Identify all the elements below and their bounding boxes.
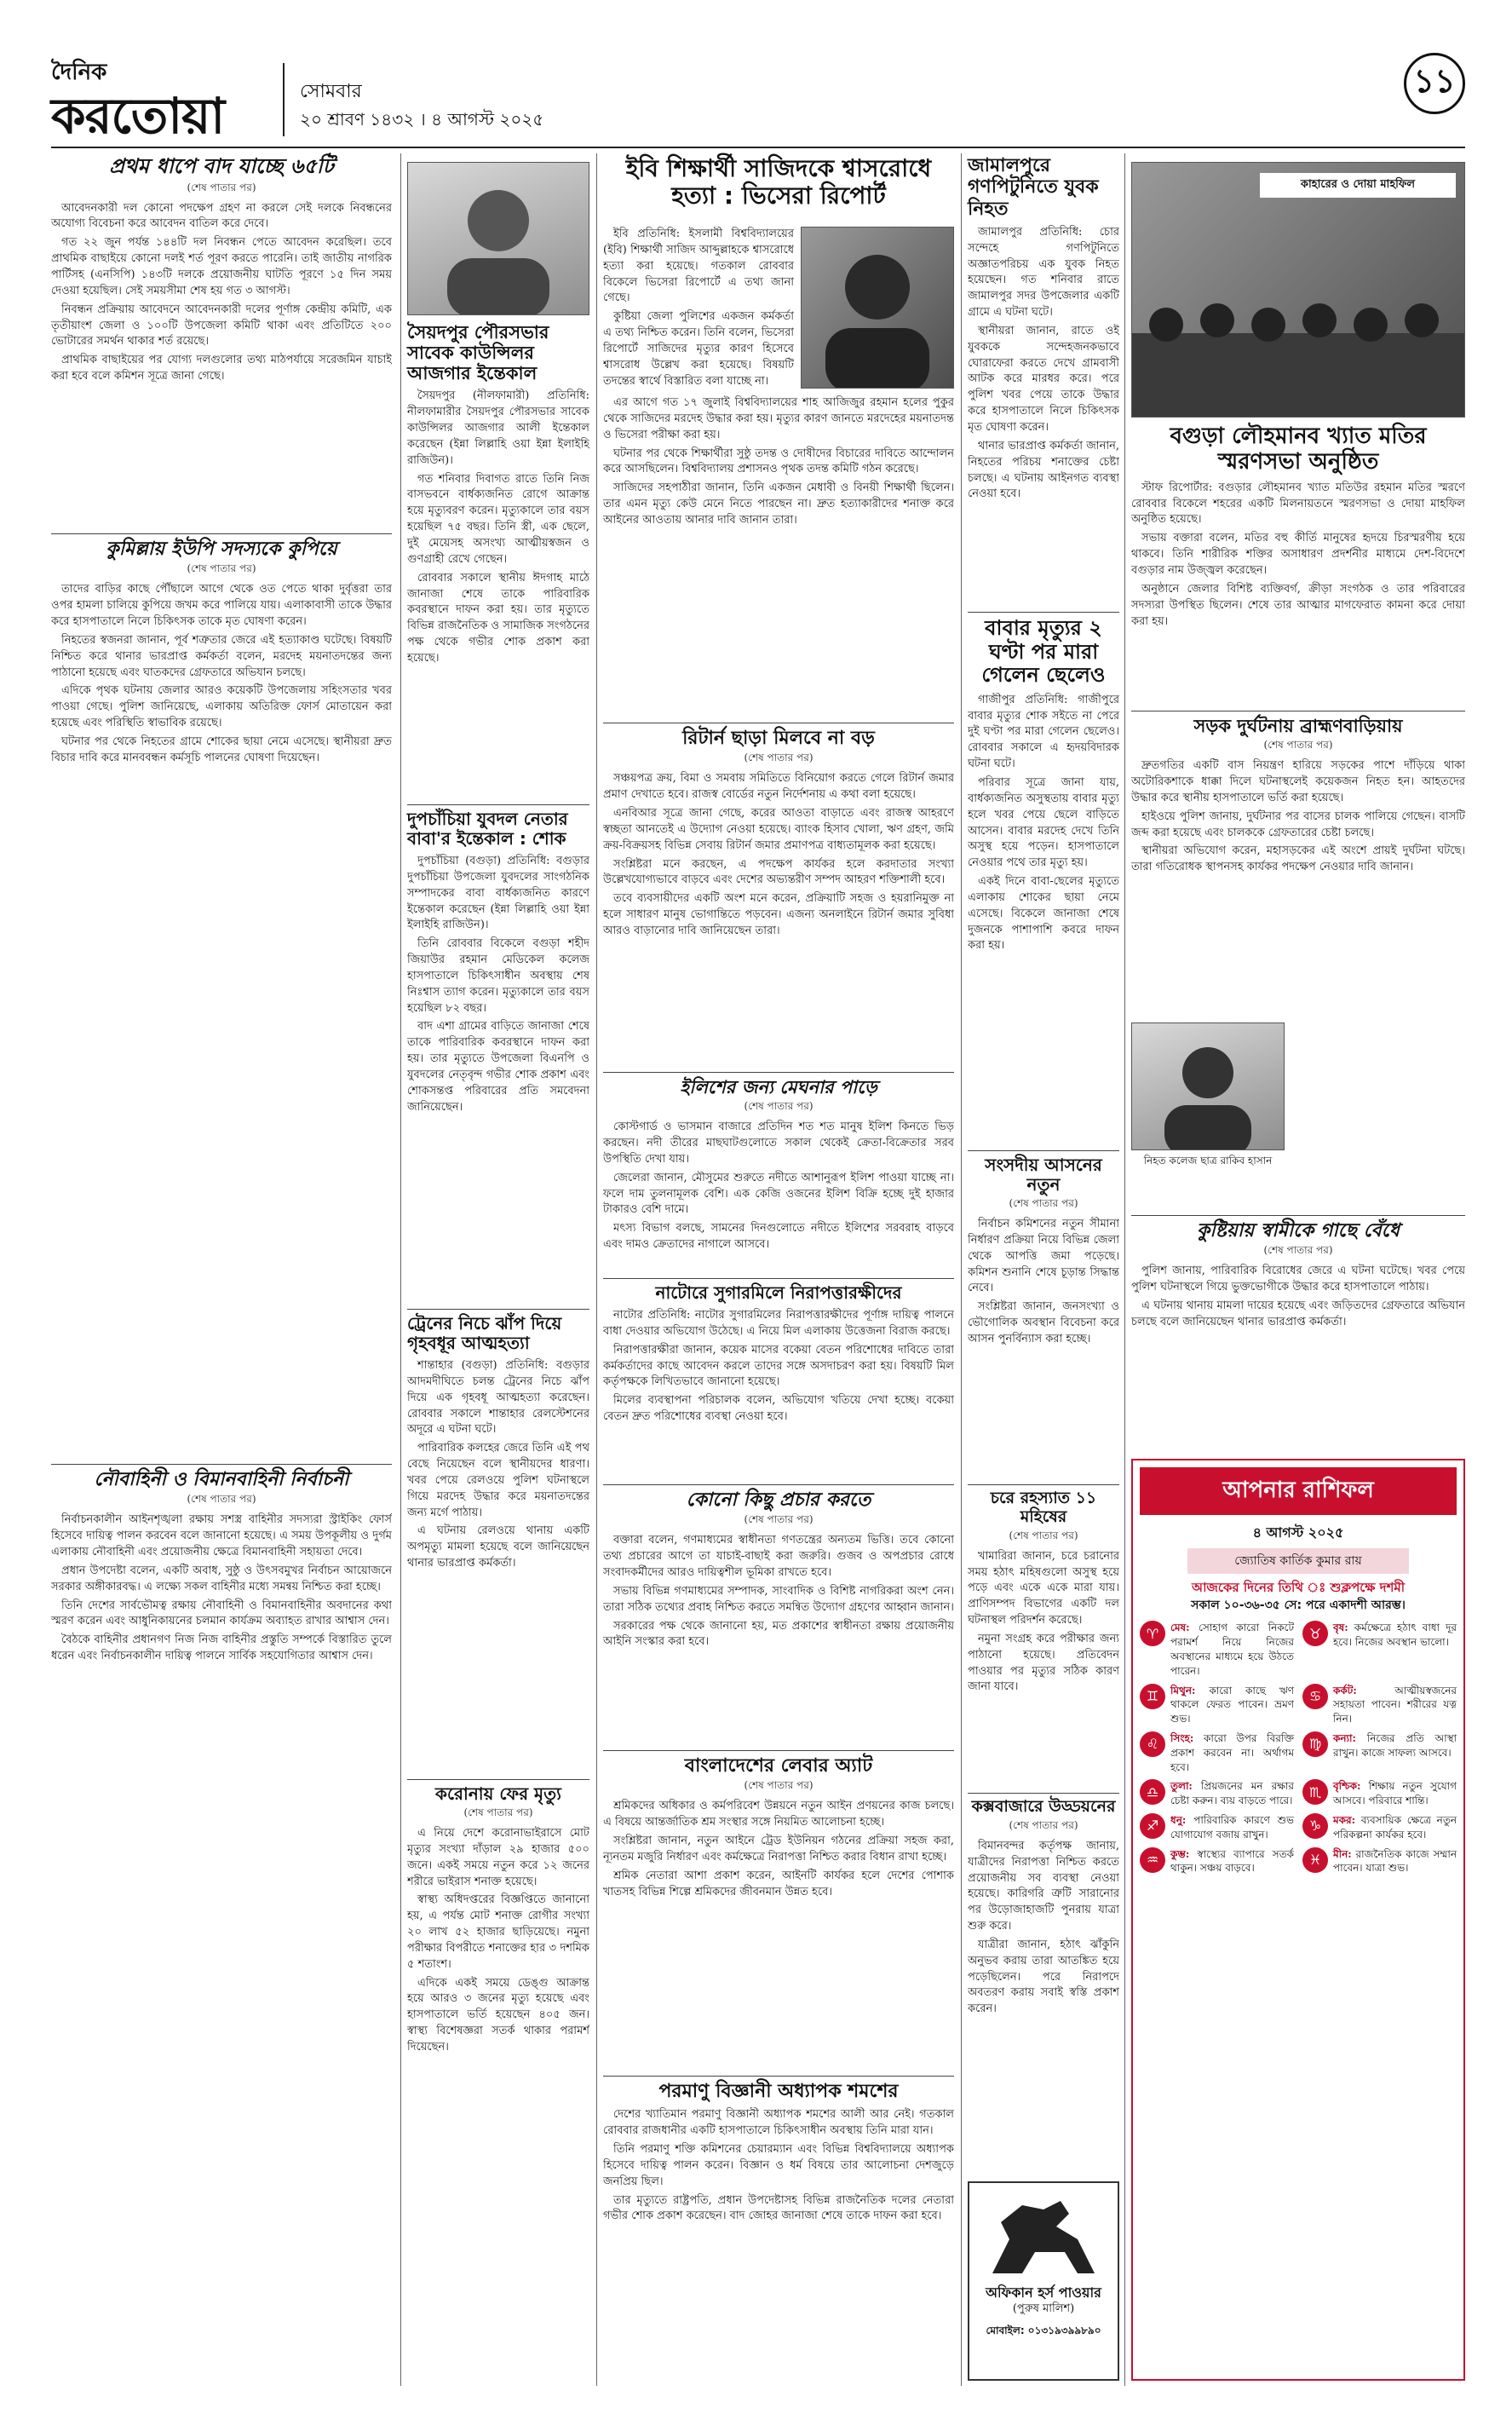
horoscope-item [1302, 1684, 1457, 1726]
horoscope-item [1140, 1813, 1294, 1842]
ad-phone: মোবাইল: ০১৩১৯৩৯৯৮৯০ [986, 2324, 1101, 2337]
zodiac-sign-name: ধনু: [1170, 1813, 1187, 1826]
continued-note: (শেষ পাতার পর) [187, 562, 256, 575]
headline: ট্রেনের নিচে ঝাঁপ দিয়ে গৃহবধূর আত্মহত্যা [407, 1313, 562, 1353]
headline: জামালপুরে গণপিটুনিতে যুবক নিহত [968, 155, 1099, 220]
logo-small: দৈনিক [51, 60, 107, 85]
article-road-accident [1131, 716, 1465, 1210]
horoscope-title: আপনার রাশিফল [1140, 1467, 1457, 1515]
article-separator [51, 533, 392, 534]
zodiac-prediction: প্রিয়জনের মন রক্ষার চেষ্টা করুন। ব্যয় বাড়তে পারে। [1170, 1780, 1294, 1807]
zodiac-sign-icon: ♊ [1140, 1684, 1165, 1709]
issue-day: সোমবার [300, 81, 362, 102]
article-father-son-death [968, 617, 1119, 1145]
horoscope-list [1140, 1621, 1457, 1881]
headline: ইবি শিক্ষার্থী সাজিদকে শ্বাসরোধে হত্যা : ভিসেরা রিপোর্ট [625, 154, 932, 210]
article-body: বক্তারা বলেন, গণমাধ্যমের স্বাধীনতা গণতন্ত্রের অন্যতম ভিত্তি। তবে কোনো তথ্য প্রচারের আগে তা যাচাই-বাছাই করা জরুরি। গুজব ও অপপ্রচার রোধে সংবাদকর্মীদের আরও দায়িত্বশীল ভূমিকা রাখতে হবে। সভায় বিভিন্ন গণমাধ্যমের সম্পাদক, সাংবাদিক ও বিশিষ্ট নাগরিকরা অংশ নেন। তারা সঠিক তথ্যের প্রবাহ নিশ্চিত করতে সমন্বিত উদ্যোগ গ্রহণের আহ্বান জানান। সরকারের পক্ষ থেকে জানানো হয়, মত প্রকাশের স্বাধীনতা রক্ষায় প্রয়োজনীয় আইনি সংস্কার করা হবে। [603, 1534, 954, 1649]
horoscope-item [1140, 1621, 1294, 1678]
article-separator [968, 1150, 1119, 1151]
article-election-parties [51, 155, 392, 530]
photo-caption: নিহত কলেজ ছাত্র রাকিব হাসান [1143, 1155, 1273, 1167]
article-body: আবেদনকারী দল কোনো পদক্ষেপ গ্রহণ না করলে সেই দলকে নিবন্ধনের অযোগ্য বিবেচনা করে আবেদন বাতিল করে দেবে। গত ২২ জুন পর্যন্ত ১৪৪টি দল নিবন্ধন পেতে আবেদন করেছিল। তবে প্রাথমিক বাছাইয়ে কোনো দলই শর্ত পূরণ করতে পারেনি। তাই জাতীয় নাগরিক পার্টিসহ (এনসিপি) ১৪৩টি দলকে প্রয়োজনীয় ঘাটতি পূরণে ১৫ দিন সময় দেওয়া হয়েছিল। সেই সময়সীমা শেষ হয় গত ৩ আগস্ট। নিবন্ধন প্রক্রিয়ায় আবেদনে আবেদনকারী দলের পূর্ণাঙ্গ কেন্দ্রীয় কমিটি, এক তৃতীয়াংশ জেলা ও ১০০টি উপজেলা কমিটি থাকা এবং প্রতিটিতে ২০০ ভোটারের সমর্থন থাকার শর্ত রয়েছে। প্রাথমিক বাছাইয়ের পর যোগ্য দলগুলোর তথ্য মাঠপর্যায়ে সরেজমিন যাচাই করা হবে বলে কমিশন সূত্রে জানা গেছে। [51, 201, 392, 383]
continued-note: (শেষ পাতার পর) [463, 1806, 533, 1818]
continued-note: (শেষ পাতার পর) [187, 181, 256, 193]
zodiac-sign-icon: ♑ [1302, 1813, 1328, 1839]
article-separator [1131, 1215, 1465, 1216]
zodiac-sign-name: মিথুন: [1170, 1684, 1196, 1697]
continued-note: (শেষ পাতার পর) [187, 1493, 256, 1506]
article-body: গাজীপুর প্রতিনিধি: গাজীপুরে বাবার মৃত্যুর শোক সইতে না পেরে দুই ঘণ্টা পর মারা গেলেন ছেলেও। রোববার সকালে এ হৃদয়বিদারক ঘটনা ঘটে। পরিবার সূত্রে জানা যায়, বার্ধক্যজনিত অসুস্থতায় বাবার মৃত্যু হলে খবর পেয়ে ছেলে বাড়িতে আসেন। বাবার মরদেহ দেখে তিনি অসুস্থ হয়ে পড়েন। হাসপাতালে নেওয়ার পথে তার মৃত্যু হয়। একই দিনে বাবা-ছেলের মৃত্যুতে এলাকায় শোকের ছায়া নেমে এসেছে। বিকেলে জানাজা শেষে দুজনকে পাশাপাশি কবরে দাফন করা হয়। [968, 693, 1119, 953]
article-coxsbazar-flight [968, 1798, 1119, 2173]
headline: নাটোরে সুগারমিলে নিরাপত্তারক্ষীদের [655, 1282, 902, 1303]
horoscope-box [1131, 1459, 1465, 2381]
headline: কুমিল্লায় ইউপি সদস্যকে কুপিয়ে [106, 539, 337, 560]
zodiac-sign-icon: ♒ [1140, 1847, 1165, 1873]
tithi-title: আজকের দিনের তিথি ঃ শুক্লপক্ষে দশমী [1191, 1580, 1406, 1595]
zodiac-sign-name: সিংহ: [1170, 1731, 1194, 1744]
horoscope-item [1140, 1779, 1294, 1808]
headline: বাবার মৃত্যুর ২ ঘণ্টা পর মারা গেলেন ছেলেও [981, 616, 1106, 688]
article-buffalo-death [968, 1489, 1119, 1788]
student-photo [801, 227, 954, 389]
zodiac-sign-icon: ♍ [1302, 1731, 1328, 1757]
headline: করোনায় ফের মৃত্যু [435, 1783, 561, 1804]
person-silhouette-icon [408, 163, 589, 314]
zodiac-sign-icon: ♈ [1140, 1621, 1165, 1646]
article-body: দেশের খ্যাতিমান পরমাণু বিজ্ঞানী অধ্যাপক শমশের আলী আর নেই। গতকাল রোববার রাজধানীর একটি হাসপাতালে চিকিৎসাধীন অবস্থায় তিনি মারা যান। তিনি পরমাণু শক্তি কমিশনের চেয়ারম্যান এবং বিভিন্ন বিশ্ববিদ্যালয়ে অধ্যাপক হিসেবে দায়িত্ব পালন করেন। বিজ্ঞান ও ধর্ম বিষয়ে তার আলোচনা দেশজুড়ে জনপ্রিয় ছিল। তার মৃত্যুতে রাষ্ট্রপতি, প্রধান উপদেষ্টাসহ বিভিন্ন রাজনৈতিক দলের নেতারা গভীর শোক প্রকাশ করেছেন। বাদ জোহর জানাজা শেষে তাকে দাফন করা হবে। [603, 2108, 954, 2223]
article-separator [407, 1779, 589, 1780]
headline: ইলিশের জন্য মেঘনার পাড়ে [680, 1077, 877, 1097]
article-body: স্টাফ রিপোর্টার: বগুড়ার লৌহমানব খ্যাত মতিউর রহমান মতির স্মরণে রোববার বিকেলে শহরের একটি মিলনায়তনে স্মরণসভা ও দোয়া মাহফিল অনুষ্ঠিত হয়েছে। সভায় বক্তারা বলেন, মতির বহু কীর্তি মানুষের হৃদয়ে চিরস্মরণীয় হয়ে থাকবে। তিনি শারীরিক শক্তির অসাধারণ প্রদর্শনীর মাধ্যমে দেশ-বিদেশে বগুড়ার নাম উজ্জ্বল করেছেন। অনুষ্ঠানে জেলার বিশিষ্ট ব্যক্তিবর্গ, ক্রীড়া সংগঠক ও তার পরিবারের সদস্যরা উপস্থিত ছিলেন। শেষে তার আত্মার মাগফেরাত কামনা করে দোয়া করা হয়। [1131, 481, 1465, 628]
ad-title: অফিকান হর্স পাওয়ার [986, 2284, 1101, 2301]
zodiac-sign-name: তুলা: [1170, 1780, 1193, 1793]
zodiac-prediction: ব্যবসায়িক ক্ষেত্রে নতুন পরিকল্পনা কার্যকর হবে। [1333, 1813, 1457, 1841]
article-corona-death [407, 1784, 589, 2381]
article-body: নাটোর প্রতিনিধি: নাটোর সুগারমিলের নিরাপত্তারক্ষীদের পূর্ণাঙ্গ দায়িত্ব পালনে বাধা দেওয়ার অভিযোগ উঠেছে। এ নিয়ে মিল এলাকায় উত্তেজনা বিরাজ করছে। নিরাপত্তারক্ষীরা জানান, কয়েক মাসের বকেয়া বেতন পরিশোধের দাবিতে তারা কর্মকর্তাদের কাছে আবেদন করলে তাদের সঙ্গে অসদাচরণ করা হয়। বিষয়টি মিল কর্তৃপক্ষকে লিখিতভাবে জানানো হয়েছে। মিলের ব্যবস্থাপনা পরিচালক বলেন, অভিযোগ খতিয়ে দেখা হচ্ছে। বকেয়া বেতন দ্রুত পরিশোধের ব্যবস্থা নেওয়া হবে। [603, 1309, 954, 1424]
headline: সংসদীয় আসনের নতুন [985, 1155, 1102, 1195]
article-body-continued: এর আগে গত ১৭ জুলাই বিশ্ববিদ্যালয়ের শাহ আজিজুর রহমান হলের পুকুর থেকে সাজিদের মরদেহ উদ্ধার করা হয়। মৃত্যুর কারণ জানতে মরদেহের ময়নাতদন্ত ও ভিসেরা পরীক্ষা করা হয়। ঘটনার পর থেকে শিক্ষার্থীরা সুষ্ঠু তদন্ত ও দোষীদের বিচারের দাবিতে আন্দোলন করে আসছিলেন। বিশ্ববিদ্যালয় প্রশাসনও পৃথক তদন্ত কমিটি গঠন করেছে। সাজিদের সহপাঠীরা জানান, তিনি একজন মেধাবী ও বিনয়ী শিক্ষার্থী ছিলেন। তার এমন মৃত্যু কেউ মেনে নিতে পারছেন না। দ্রুত হত্যাকারীদের শনাক্ত করে আইনের আওতায় আনার দাবি জানান তারা। [603, 396, 954, 527]
zodiac-sign-name: কন্যা: [1333, 1731, 1356, 1744]
article-separator [603, 1750, 954, 1751]
article-hilsa-meghna [603, 1077, 954, 1273]
continued-note: (শেষ পাতার পর) [744, 752, 813, 764]
zodiac-prediction: রাজনৈতিক কাজে সম্মান পাবেন। যাত্রা শুভ। [1333, 1847, 1457, 1875]
article-separator [407, 1309, 589, 1310]
horoscope-item [1140, 1731, 1294, 1774]
zodiac-sign-icon: ♓ [1302, 1847, 1328, 1873]
headline: বগুড়া লৌহমানব খ্যাত মতির স্মরণসভা অনুষ্ঠিত [1170, 423, 1427, 475]
victim-photo [1131, 1023, 1285, 1150]
continued-note: (শেষ পাতার পর) [744, 1100, 813, 1113]
article-separator [603, 1072, 954, 1073]
headline: প্রথম ধাপে বাদ যাচ্ছে ৬৫টি [109, 154, 334, 178]
article-train-suicide [407, 1314, 589, 1774]
person-silhouette-icon [1132, 1023, 1284, 1149]
article-body: পুলিশ জানায়, পারিবারিক বিরোধের জেরে এ ঘটনা ঘটেছে। খবর পেয়ে পুলিশ ঘটনাস্থলে গিয়ে ভুক্তভোগীকে উদ্ধার করে হাসপাতালে পাঠায়। এ ঘটনায় থানায় মামলা দায়ের হয়েছে এবং জড়িতদের গ্রেফতারে অভিযান চলছে বলে জানিয়েছেন থানার ভারপ্রাপ্ত কর্মকর্তা। [1131, 1264, 1465, 1328]
zodiac-sign-icon: ♐ [1140, 1813, 1165, 1839]
article-separator [603, 1278, 954, 1279]
article-body: নির্বাচন কমিশনের নতুন সীমানা নির্ধারণ প্রক্রিয়া নিয়ে বিভিন্ন জেলা থেকে আপত্তি জমা পড়েছে। কমিশন শুনানি শেষে চূড়ান্ত সিদ্ধান্ত নেবে। সংশ্লিষ্টরা জানান, জনসংখ্যা ও ভৌগোলিক অবস্থান বিবেচনা করে আসন পুনর্বিন্যাস করা হচ্ছে। [968, 1218, 1119, 1345]
zodiac-prediction: কারো কাছে ঋণ থাকলে ফেরত পাবেন। ভ্রমণ শুভ। [1170, 1684, 1294, 1725]
headline: পরমাণু বিজ্ঞানী অধ্যাপক শমশের [658, 2081, 899, 2102]
headline: কক্সবাজারে উড্ডয়নের [971, 1797, 1116, 1816]
article-separator [968, 1484, 1119, 1485]
logo-main: করতোয়া [51, 87, 225, 145]
horoscope-item [1302, 1813, 1457, 1842]
article-bogura-moti [1131, 424, 1465, 706]
article-labour-act [603, 1755, 954, 2071]
article-nuclear-scientist [603, 2081, 954, 2381]
person-silhouette-icon [802, 228, 953, 388]
horoscope-item [1302, 1731, 1457, 1774]
masthead-divider [283, 63, 285, 136]
headline: চরে রহস্যাত ১১ মহিষের [990, 1489, 1097, 1526]
article-body: বিমানবন্দর কর্তৃপক্ষ জানায়, যাত্রীদের নিরাপত্তা নিশ্চিত করতে প্রয়োজনীয় সব ব্যবস্থা নেওয়া হয়েছে। কারিগরি ত্রুটি সারানোর পর উড়োজাহাজটি পুনরায় যাত্রা শুরু করে। যাত্রীরা জানান, হঠাৎ ঝাঁকুনি অনুভব করায় তারা আতঙ্কিত হয়ে পড়েছিলেন। পরে নিরাপদে অবতরণ করায় সবাই স্বস্তি প্রকাশ করেন। [968, 1839, 1119, 2016]
advertisement-box [968, 2181, 1119, 2381]
article-comilla-up-member [51, 539, 392, 1459]
zodiac-sign-icon: ♌ [1140, 1731, 1165, 1757]
article-tax-return [603, 728, 954, 1069]
horoscope-item [1140, 1847, 1294, 1876]
headline: বাংলাদেশের লেবার অ্যাট [684, 1755, 873, 1777]
article-separator [603, 1484, 954, 1485]
masthead-rule [51, 147, 1465, 148]
article-body: খামারিরা জানান, চরে চরানোর সময় হঠাৎ মহিষগুলো অসুস্থ হয়ে পড়ে এবং একে একে মারা যায়। প্রাণিসম্পদ বিভাগের একটি দল ঘটনাস্থল পরিদর্শন করেছে। নমুনা সংগ্রহ করে পরীক্ষার জন্য পাঠানো হয়েছে। প্রতিবেদন পাওয়ার পর মৃত্যুর সঠিক কারণ জানা যাবে। [968, 1549, 1119, 1694]
tithi-time: সকাল ১০-৩৬-৩৫ সে: পরে একাদশী আরম্ভ। [1191, 1599, 1406, 1613]
continued-note: (শেষ পাতার পর) [1009, 1818, 1078, 1831]
column-divider [596, 153, 597, 2386]
issue-date: ২০ শ্রাবণ ১৪৩২ । ৪ আগস্ট ২০২৫ [300, 109, 544, 130]
article-body: ইবি প্রতিনিধি: ইসলামী বিশ্ববিদ্যালয়ের (ইবি) শিক্ষার্থী সাজিদ আব্দুল্লাহকে শ্বাসরোধে হত্যা করা হয়েছে। গতকাল রোববার বিকেলে ভিসেরা রিপোর্টে এ তথ্য জানা গেছে। কুষ্টিয়া জেলা পুলিশের একজন কর্মকর্তা এ তথ্য নিশ্চিত করেন। তিনি বলেন, ভিসেরা রিপোর্টে সাজিদের মৃত্যুর কারণ হিসেবে শ্বাসরোধ উল্লেখ করা হয়েছে। বিষয়টি তদন্তের স্বার্থে বিস্তারিত বলা যাচ্ছে না। [603, 228, 794, 388]
zodiac-sign-name: মেষ: [1170, 1622, 1190, 1634]
zodiac-sign-icon: ♏ [1302, 1779, 1328, 1805]
article-navy-airforce [51, 1469, 392, 2381]
zodiac-prediction: আত্মীয়স্বজনের সহায়তা পাবেন। শরীরের যত্ন নিন। [1333, 1684, 1457, 1725]
headline: সৈয়দপুর পৌরসভার সাবেক কাউন্সিলর আজগার ইন্তেকাল [407, 322, 549, 384]
zodiac-prediction: কর্মক্ষেত্রে হঠাৎ বাধা দূর হবে। নিজের অবস্থান ভালো। [1333, 1622, 1457, 1649]
zodiac-prediction: শিক্ষায় নতুন সুযোগ আসবে। পরিবারে শান্তি। [1333, 1780, 1457, 1807]
article-body: শান্তাহার (বগুড়া) প্রতিনিধি: বগুড়ার আদমদীঘিতে চলন্ত ট্রেনের নিচে ঝাঁপ দিয়ে এক গৃহবধূ আত্মহত্যা করেছেন। রোববার সকালে শান্তাহার রেলস্টেশনের অদূরে এ ঘটনা ঘটে। পারিবারিক কলহের জেরে তিনি এই পথ বেছে নিয়েছেন বলে স্থানীয়দের ধারণা। খবর পেয়ে রেলওয়ে পুলিশ ঘটনাস্থলে গিয়ে মরদেহ উদ্ধার করে ময়নাতদন্তের জন্য মর্গে পাঠায়। এ ঘটনায় রেলওয়ে থানায় একটি অপমৃত্যু মামলা হয়েছে বলে জানিয়েছেন থানার ভারপ্রাপ্ত কর্মকর্তা। [407, 1359, 589, 1570]
continued-note: (শেষ পাতার পর) [1263, 739, 1333, 752]
zodiac-prediction: স্বাস্থ্যের ব্যাপারে সতর্ক থাকুন। সঞ্চয় বাড়বে। [1170, 1847, 1294, 1875]
article-body: শ্রমিকদের অধিকার ও কর্মপরিবেশ উন্নয়নে নতুন আইন প্রণয়নের কাজ চলছে। এ বিষয়ে আন্তর্জাতিক শ্রম সংস্থার সঙ্গে নিয়মিত আলোচনা হচ্ছে। সংশ্লিষ্টরা জানান, নতুন আইনে ট্রেড ইউনিয়ন গঠনের প্রক্রিয়া সহজ করা, ন্যূনতম মজুরি নির্ধারণ এবং কর্মক্ষেত্রে নিরাপত্তা নিশ্চিত করার বিধান রাখা হচ্ছে। শ্রমিক নেতারা আশা প্রকাশ করেন, আইনটি কার্যকর হলে দেশের পোশাক খাতসহ বিভিন্ন শিল্পে শ্রমিকদের জীবনমান উন্নত হবে। [603, 1800, 954, 1898]
continued-note: (শেষ পাতার পর) [744, 1779, 813, 1792]
article-body: সঞ্চয়পত্র ক্রয়, বিমা ও সমবায় সমিতিতে বিনিয়োগ করতে গেলে রিটার্ন জমার প্রমাণ দেখাতে হবে। রাজস্ব বোর্ডের নতুন নির্দেশনায় এ কথা বলা হয়েছে। এনবিআর সূত্রে জানা গেছে, করের আওতা বাড়াতে এবং রাজস্ব আহরণে স্বচ্ছতা আনতেই এ উদ্যোগ নেওয়া হয়েছে। ব্যাংক হিসাব খোলা, ঋণ গ্রহণ, জমি ক্রয়-বিক্রয়সহ বিভিন্ন সেবায় রিটার্ন জমার প্রমাণপত্র বাধ্যতামূলক করা হয়েছে। সংশ্লিষ্টরা মনে করছেন, এ পদক্ষেপ কার্যকর হলে করদাতার সংখ্যা উল্লেখযোগ্যভাবে বাড়বে এবং দেশের অভ্যন্তরীণ সম্পদ আহরণ শক্তিশালী হবে। তবে ব্যবসায়ীদের একটি অংশ মনে করেন, প্রক্রিয়াটি সহজ ও হয়রানিমুক্ত না হলে সাধারণ মানুষ ভোগান্তিতে পড়বেন। এজন্য অনলাইনে রিটার্ন জমার সুবিধা আরও বাড়ানোর দাবি জানিয়েছেন তারা। [603, 772, 954, 937]
headline: কুষ্টিয়ায় স্বামীকে গাছে বেঁধে [1197, 1220, 1400, 1241]
zodiac-sign-name: মকর: [1333, 1813, 1356, 1826]
article-saidpur-obituary [407, 322, 589, 799]
article-body: দুপচাঁচিয়া (বগুড়া) প্রতিনিধি: বগুড়ার দুপচাঁচিয়া উপজেলা যুবদলের সাংগঠনিক সম্পাদকের বাবা বার্ধক্যজনিত কারণে ইন্তেকাল করেছেন (ইন্না লিল্লাহি ওয়া ইন্না ইলাইহি রাজিউন)। তিনি রোববার বিকেলে বগুড়া শহীদ জিয়াউর রহমান মেডিকেল কলেজ হাসপাতালে চিকিৎসাধীন অবস্থায় শেষ নিঃশ্বাস ত্যাগ করেন। মৃত্যুকালে তার বয়স হয়েছিল ৮২ বছর। বাদ এশা গ্রামের বাড়িতে জানাজা শেষে তাকে পারিবারিক কবরস্থানে দাফন করা হয়। তার মৃত্যুতে উপজেলা বিএনপি ও যুবদলের নেতৃবৃন্দ গভীর শোক প্রকাশ এবং শোকসন্তপ্ত পরিবারের প্রতি সমবেদনা জানিয়েছেন। [407, 855, 589, 1114]
article-separator [51, 1464, 392, 1465]
article-parliament-seats [968, 1155, 1119, 1479]
ad-subtitle: (পুরুষ মালিশ) [1012, 2302, 1075, 2316]
column-divider [1124, 153, 1125, 2386]
zodiac-sign-name: কুম্ভ: [1170, 1847, 1190, 1860]
zodiac-prediction: নিজের প্রতি আস্থা রাখুন। কাজে সাফল্য আসবে। [1333, 1731, 1457, 1759]
article-media-publish [603, 1489, 954, 1745]
headline: সড়ক দুর্ঘটনায় ব্রাহ্মণবাড়িয়ায় [1193, 716, 1403, 736]
continued-note: (শেষ পাতার পর) [1263, 1244, 1333, 1257]
zodiac-sign-icon: ♎ [1140, 1779, 1165, 1805]
event-photo [1131, 162, 1465, 418]
zodiac-sign-name: কর্কট: [1333, 1684, 1357, 1697]
article-dupchanchia-obituary [407, 809, 589, 1304]
continued-note: (শেষ পাতার পর) [744, 1513, 813, 1526]
article-body: কোস্টগার্ড ও ভাসমান বাজারে প্রতিদিন শত শত মানুষ ইলিশ কিনতে ভিড় করছেন। নদী তীরের মাছঘাটগুলোতে সকাল থেকেই ক্রেতা-বিক্রেতার সরব উপস্থিতি দেখা যায়। জেলেরা জানান, মৌসুমের শুরুতে নদীতে আশানুরূপ ইলিশ পাওয়া যাচ্ছে না। ফলে দাম তুলনামূলক বেশি। এক কেজি ওজনের ইলিশ বিক্রি হচ্ছে দুই হাজার টাকারও বেশি দামে। মৎস্য বিভাগ বলছে, সামনের দিনগুলোতে নদীতে ইলিশের সরবরাহ বাড়বে এবং দামও ক্রেতাদের নাগালে আসবে। [603, 1120, 954, 1252]
article-separator [968, 612, 1119, 613]
crowd-illustration [1132, 163, 1465, 418]
zodiac-prediction: সোহাগ কারো নিকটে পরামর্শ নিয়ে নিজের অবস্থানের মাধ্যমে হয়ে উঠতে পারেন। [1170, 1622, 1294, 1677]
headline: নৌবাহিনী ও বিমানবাহিনী নির্বাচনী [94, 1469, 349, 1490]
article-separator [603, 2076, 954, 2077]
zodiac-sign-name: বৃশ্চিক: [1333, 1780, 1361, 1793]
article-jamalpur-mob [968, 155, 1119, 607]
horse-icon [975, 2188, 1112, 2282]
event-banner: কাহারের ও দোয়া মাহফিল [1260, 173, 1456, 198]
horoscope-author: জ্যোতিষ কার্তিক কুমার রায় [1187, 1548, 1409, 1574]
article-body: দ্রুতগতির একটি বাস নিয়ন্ত্রণ হারিয়ে সড়কের পাশে দাঁড়িয়ে থাকা অটোরিকশাকে ধাক্কা দিলে ঘটনাস্থলেই কয়েকজন নিহত হন। আহতদের উদ্ধার করে স্থানীয় হাসপাতালে ভর্তি করা হয়েছে। হাইওয়ে পুলিশ জানায়, দুর্ঘটনার পর বাসের চালক পালিয়ে গেছেন। বাসটি জব্দ করা হয়েছে এবং চালককে গ্রেফতারের চেষ্টা চলছে। স্থানীয়রা অভিযোগ করেন, মহাসড়কের এই অংশে প্রায়ই দুর্ঘটনা ঘটছে। তারা গতিরোধক স্থাপনসহ কার্যকর পদক্ষেপ নেওয়ার দাবি জানান। [1131, 759, 1465, 874]
zodiac-sign-icon: ♋ [1302, 1684, 1328, 1709]
horoscope-item [1302, 1621, 1457, 1678]
article-body: এ নিয়ে দেশে করোনাভাইরাসে মোট মৃত্যুর সংখ্যা দাঁড়াল ২৯ হাজার ৫০০ জনে। একই সময়ে নতুন করে ১২ জনের শরীরে ভাইরাস শনাক্ত হয়েছে। স্বাস্থ্য অধিদপ্তরের বিজ্ঞপ্তিতে জানানো হয়, এ পর্যন্ত মোট শনাক্ত রোগীর সংখ্যা ২০ লাখ ৫২ হাজার ছাড়িয়েছে। নমুনা পরীক্ষার বিপরীতে শনাক্তের হার ৩ দশমিক ৫ শতাংশ। এদিকে একই সময়ে ডেঙ্গু আক্রান্ত হয়ে আরও ৩ জনের মৃত্যু হয়েছে এবং হাসপাতালে ভর্তি হয়েছেন ৪০৫ জন। স্বাস্থ্য বিশেষজ্ঞরা সতর্ক থাকার পরামর্শ দিয়েছেন। [407, 1827, 589, 2054]
zodiac-prediction: পারিবারিক কারণে শুভ যোগাযোগ বজায় রাখুন। [1170, 1813, 1294, 1841]
horoscope-item [1302, 1779, 1457, 1808]
article-separator [968, 1793, 1119, 1794]
article-ib-student [603, 155, 954, 717]
column-divider [400, 153, 401, 2386]
continued-note: (শেষ পাতার পর) [1009, 1197, 1078, 1209]
column-divider [961, 153, 962, 2386]
portrait-photo [407, 162, 589, 315]
article-body: তাদের বাড়ির কাছে পৌঁছালে আগে থেকে ওত পেতে থাকা দুর্বৃত্তরা তার ওপর হামলা চালিয়ে কুপিয়ে জখম করে পালিয়ে যায়। এলাকাবাসী তাকে উদ্ধার করে হাসপাতালে নিলে চিকিৎসক তাকে মৃত ঘোষণা করেন। নিহতের স্বজনরা জানান, পূর্ব শত্রুতার জেরে এই হত্যাকাণ্ড ঘটেছে। বিষয়টি নিশ্চিত করে থানার ভারপ্রাপ্ত কর্মকর্তা বলেন, মরদেহ ময়নাতদন্তের জন্য পাঠানো হয়েছে এবং ঘাতকদের গ্রেফতারে অভিযান চলছে। এদিকে পৃথক ঘটনায় জেলার আরও কয়েকটি উপজেলায় সহিংসতার খবর পাওয়া গেছে। পুলিশ জানিয়েছে, এলাকায় অতিরিক্ত ফোর্স মোতায়েন করা হয়েছে এবং পরিস্থিতি স্বাভাবিক রয়েছে। ঘটনার পর থেকে নিহতের গ্রামে শোকের ছায়া নেমে এসেছে। স্থানীয়রা দ্রুত বিচার দাবি করে মানববন্ধন কর্মসূচি পালনের ঘোষণা দিয়েছেন। [51, 583, 392, 764]
article-kushtia-husband [1131, 1220, 1465, 1450]
article-natore-sugarmill [603, 1283, 954, 1479]
article-body: জামালপুর প্রতিনিধি: চোর সন্দেহে গণপিটুনিতে অজ্ঞাতপরিচয় এক যুবক নিহত হয়েছেন। গত শনিবার রাতে জামালপুর সদর উপজেলার একটি গ্রামে এ ঘটনা ঘটে। স্থানীয়রা জানান, রাতে ওই যুবককে সন্দেহজনকভাবে ঘোরাফেরা করতে দেখে গ্রামবাসী আটক করে মারধর করে। পরে পুলিশ খবর পেয়ে তাকে উদ্ধার করে হাসপাতালে নিলে চিকিৎসক মৃত ঘোষণা করেন। থানার ভারপ্রাপ্ত কর্মকর্তা জানান, নিহতের পরিচয় শনাক্তের চেষ্টা চলছে। এ ঘটনায় আইনগত ব্যবস্থা নেওয়া হবে। [968, 225, 1119, 501]
zodiac-sign-name: বৃষ: [1333, 1622, 1348, 1634]
zodiac-sign-name: মীন: [1333, 1847, 1352, 1860]
horoscope-item [1140, 1684, 1294, 1726]
horoscope-date: ৪ আগস্ট ২০২৫ [1252, 1524, 1344, 1541]
article-body: সৈয়দপুর (নীলফামারী) প্রতিনিধি: নীলফামারীর সৈয়দপুর পৌরসভার সাবেক কাউন্সিলর আজগার আলী ইন্তেকাল করেছেন (ইন্না লিল্লাহি ওয়া ইন্না ইলাইহি রাজিউন)। গত শনিবার দিবাগত রাতে তিনি নিজ বাসভবনে বার্ধক্যজনিত রোগে আক্রান্ত হয়ে মৃত্যুবরণ করেন। মৃত্যুকালে তার বয়স হয়েছিল ৭৫ বছর। তিনি স্ত্রী, এক ছেলে, দুই মেয়েসহ অসংখ্য আত্মীয়স্বজন ও গুণগ্রাহী রেখে গেছেন। রোববার সকালে স্থানীয় ঈদগাহ মাঠে জানাজা শেষে তাকে পারিবারিক কবরস্থানে দাফন করা হয়। তার মৃত্যুতে বিভিন্ন রাজনৈতিক ও সামাজিক সংগঠনের পক্ষ থেকে গভীর শোক প্রকাশ করা হয়েছে। [407, 389, 589, 665]
zodiac-sign-icon: ♉ [1302, 1621, 1328, 1646]
headline: কোনো কিছু প্রচার করতে [686, 1489, 871, 1511]
article-body: নির্বাচনকালীন আইনশৃঙ্খলা রক্ষায় সশস্ত্র বাহিনীর সদস্যরা স্ট্রাইকিং ফোর্স হিসেবে দায়িত্ব পালন করবেন বলে জানানো হয়েছে। এ সময় উপকূলীয় ও দুর্গম এলাকায় নৌবাহিনী এবং প্রয়োজনীয় ক্ষেত্রে বিমানবাহিনী সহায়তা দেবে। প্রধান উপদেষ্টা বলেন, একটি অবাধ, সুষ্ঠু ও উৎসবমুখর নির্বাচন আয়োজনে সরকার অঙ্গীকারবদ্ধ। এ লক্ষ্যে সকল বাহিনীর মধ্যে সমন্বয় নিশ্চিত করা হচ্ছে। তিনি দেশের সার্বভৌমত্ব রক্ষায় নৌবাহিনী ও বিমানবাহিনীর অবদানের কথা স্মরণ করেন এবং আধুনিকায়নের চলমান কার্যক্রম অব্যাহত রাখার আশ্বাস দেন। বৈঠকে বাহিনীর প্রধানগণ নিজ নিজ বাহিনীর প্রস্তুতি সম্পর্কে বিস্তারিত তুলে ধরেন এবং নির্বাচনকালীন দায়িত্ব পালনে সার্বিক সহযোগিতার আশ্বাস দেন। [51, 1513, 392, 1663]
horoscope-item [1302, 1847, 1457, 1876]
article-separator [407, 804, 589, 805]
masthead [51, 51, 1465, 147]
zodiac-prediction: কারো উপর বিরক্তি প্রকাশ করবেন না। অর্থাগম হবে। [1170, 1731, 1294, 1773]
continued-note: (শেষ পাতার পর) [1009, 1529, 1078, 1541]
headline: রিটার্ন ছাড়া মিলবে না বড় [682, 728, 875, 749]
headline: দুপচাঁচিয়া যুবদল নেতার বাবা'র ইন্তেকাল : শোক [407, 809, 568, 849]
page-number: ১১ [1404, 53, 1465, 114]
